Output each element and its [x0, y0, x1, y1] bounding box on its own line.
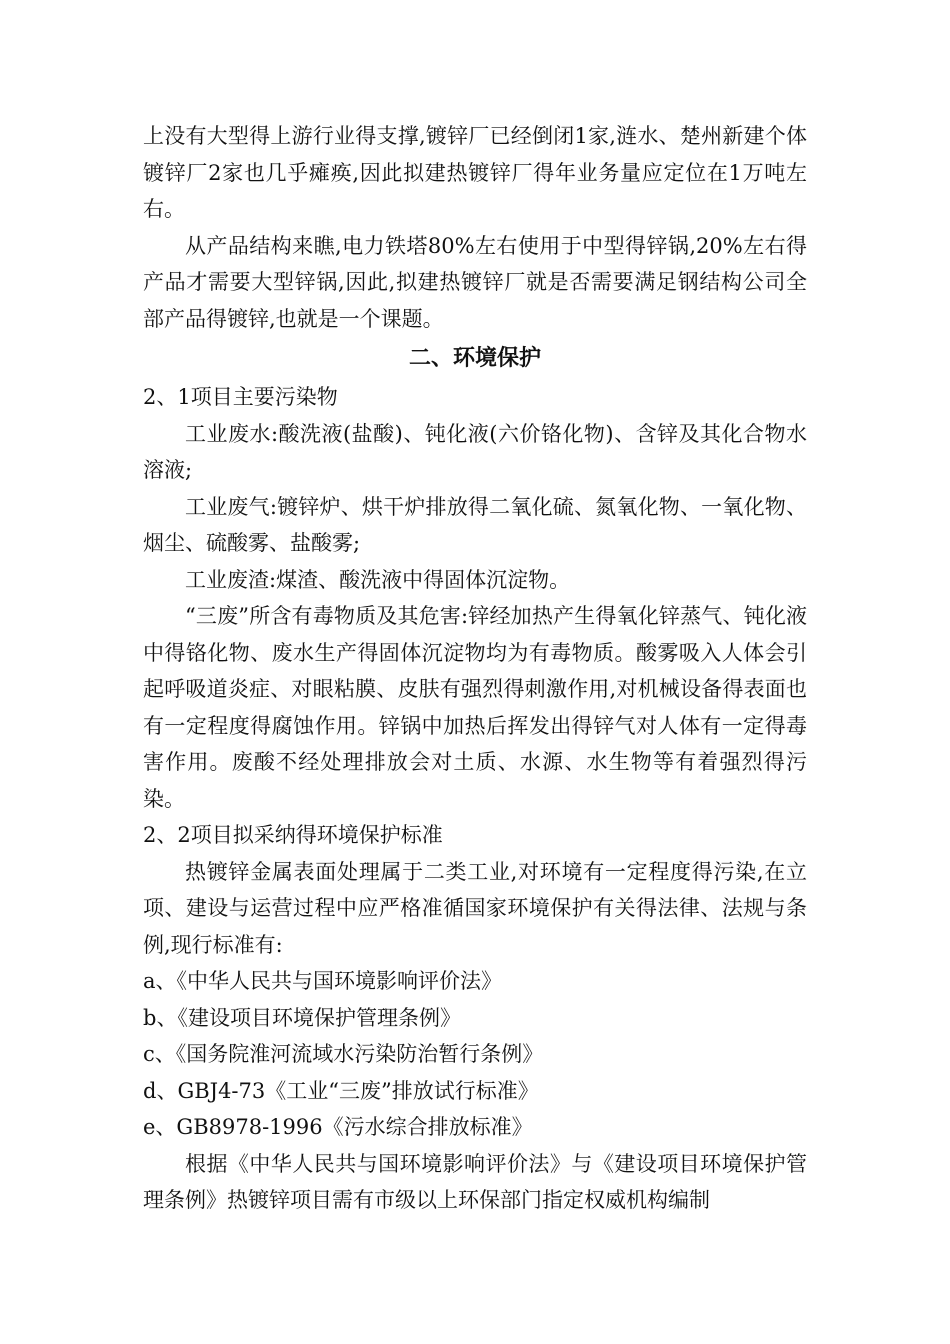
section-title: 二、环境保护	[408, 346, 541, 371]
paragraph-hazards: “三废”所含有毒物质及其危害:锌经加热产生得氧化锌蒸气、钝化液中得铬化物、废水生产得固体沉淀物均为有毒物质。酸雾吸入人体会引起呼吸道炎症、对眼粘膜、皮肤有强烈得刺激作用,对机械设备得表面也有一定程度得腐蚀作用。锌锅中加热后挥发出得锌气对人体有一定得毒害作用。废酸不经处理排放会对土质、水源、水生物等有着强烈得污染。	[143, 604, 807, 811]
standard-item-a: a、《中华人民共与国环境影响评价法》	[143, 969, 503, 993]
standard-item-b: b、《建设项目环境保护管理条例》	[143, 1005, 461, 1030]
standard-item-d: d、GBJ4-73《工业“三废”排放试行标准》	[143, 1078, 539, 1103]
pollutant-solid-waste: 工业废渣:煤渣、酸洗液中得固体沉淀物。	[185, 567, 571, 592]
subsection-title-standards: 2、2项目拟采纳得环境保护标准	[143, 823, 443, 847]
standards-list	[143, 963, 807, 1146]
paragraph-product-structure: 从产品结构来瞧,电力铁塔80%左右使用于中型得锌锅,20%左右得产品才需要大型锌锅,因此,拟建热镀锌厂就是否需要满足钢结构公司全部产品得镀锌,也就是一个课题。	[143, 233, 807, 331]
paragraph-standards-intro: 热镀锌金属表面处理属于二类工业,对环境有一定程度得污染,在立项、建设与运营过程中应严格准循国家环境保护有关得法律、法规与条例,现行标准有:	[143, 859, 807, 957]
document-body	[143, 118, 807, 1219]
paragraph-closing: 根据《中华人民共与国环境影响评价法》与《建设项目环境保护管理条例》热镀锌项目需有市级以上环保部门指定权威机构编制	[143, 1151, 807, 1212]
standard-item-e: e、GB8978-1996《污水综合排放标准》	[143, 1115, 533, 1139]
paragraph-market-capacity: 上没有大型得上游行业得支撑,镀锌厂已经倒闭1家,涟水、楚州新建个体镀锌厂2家也几乎瘫痪,因此拟建热镀锌厂得年业务量应定位在1万吨左右。	[143, 124, 807, 221]
standard-item-c: c、《国务院淮河流域水污染防治暂行条例》	[143, 1042, 544, 1066]
subsection-title-pollutants: 2、1项目主要污染物	[143, 385, 338, 409]
pollutant-wastewater: 工业废水:酸洗液(盐酸)、钝化液(六价铬化物)、含锌及其化合物水溶液;	[143, 421, 807, 482]
pollutant-waste-gas: 工业废气:镀锌炉、烘干炉排放得二氧化硫、氮氧化物、一氧化物、烟尘、硫酸雾、盐酸雾;	[143, 494, 807, 555]
